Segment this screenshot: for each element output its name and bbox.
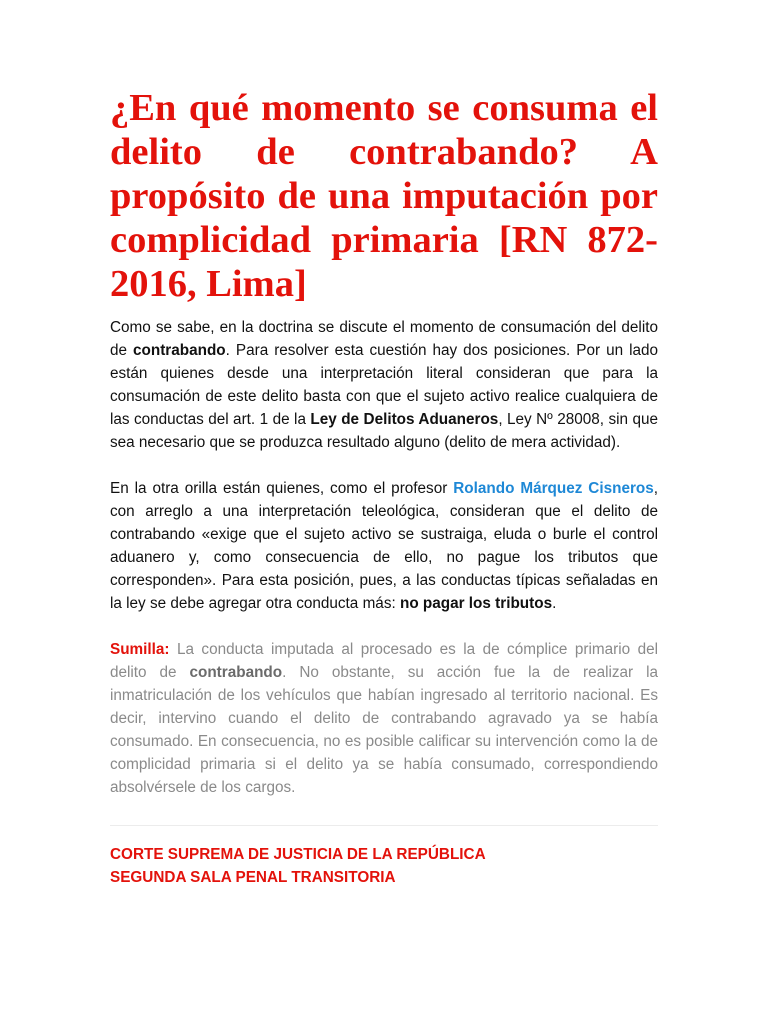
sumilla-text: . No obstante, su acción fue la de realizar la inmatriculación de los vehículos que habían ingresado al territorio nacional. Es decir, intervino cuando el delito de contrabando agravado ya se había consumado. En consecuencia, no es posible calificar su intervención como la de complicidad primaria si el delito ya se había consumado, correspondiendo absolvérsele de los cargos. [110,664,658,796]
divider [110,825,658,826]
bold-term: contrabando [189,664,283,681]
paragraph-text: En la otra orilla están quienes, como el profesor [110,480,454,497]
sumilla-label: Sumilla: [110,641,170,658]
paragraph-consumption-debate [110,316,658,454]
paragraph-teleological-view [110,477,658,615]
author-link[interactable]: Rolando Márquez Cisneros [453,480,654,497]
sumilla-paragraph [110,638,658,799]
sumilla-text: La conducta imputada al procesado es la de cómplice primario del delito de [110,641,658,681]
paragraph-text: , con arreglo a una interpretación teleológica, consideran que el delito de contrabando «exige que el sujeto activo se sustraiga, eluda o burle el control aduanero y, como consecuencia de ello, no pague los tributos que corresponden». Para esta posición, pues, a las conductas típicas señaladas en la ley se debe agregar otra conducta más: [110,480,659,612]
bold-term: no pagar los tributos [399,595,553,612]
court-name: CORTE SUPREMA DE JUSTICIA DE LA REPÚBLICA [110,846,486,863]
article [110,86,658,889]
paragraph-text: Como se sabe, en la doctrina se discute el momento de consumación del delito de [110,319,658,359]
bold-law-name: Ley de Delitos Aduaneros [310,411,499,428]
paragraph-text: , Ley Nº 28008, sin que sea necesario que se produzca resultado alguno (delito de mera actividad). [110,411,658,451]
paragraph-text: . Para resolver esta cuestión hay dos posiciones. Por un lado están quienes desde una interpretación literal consideran que para la consumación de este delito basta con que el sujeto activo realice cualquiera de las conductas del art. 1 de la [110,342,659,428]
article-title: ¿En qué momento se consuma el delito de contrabando? A propósito de una imputación por complicidad primaria [RN 872-2016, Lima] [110,87,658,305]
court-chamber: SEGUNDA SALA PENAL TRANSITORIA [110,869,396,886]
bold-term: contrabando [133,342,226,359]
paragraph-text: . [552,595,557,612]
court-heading [110,843,658,889]
